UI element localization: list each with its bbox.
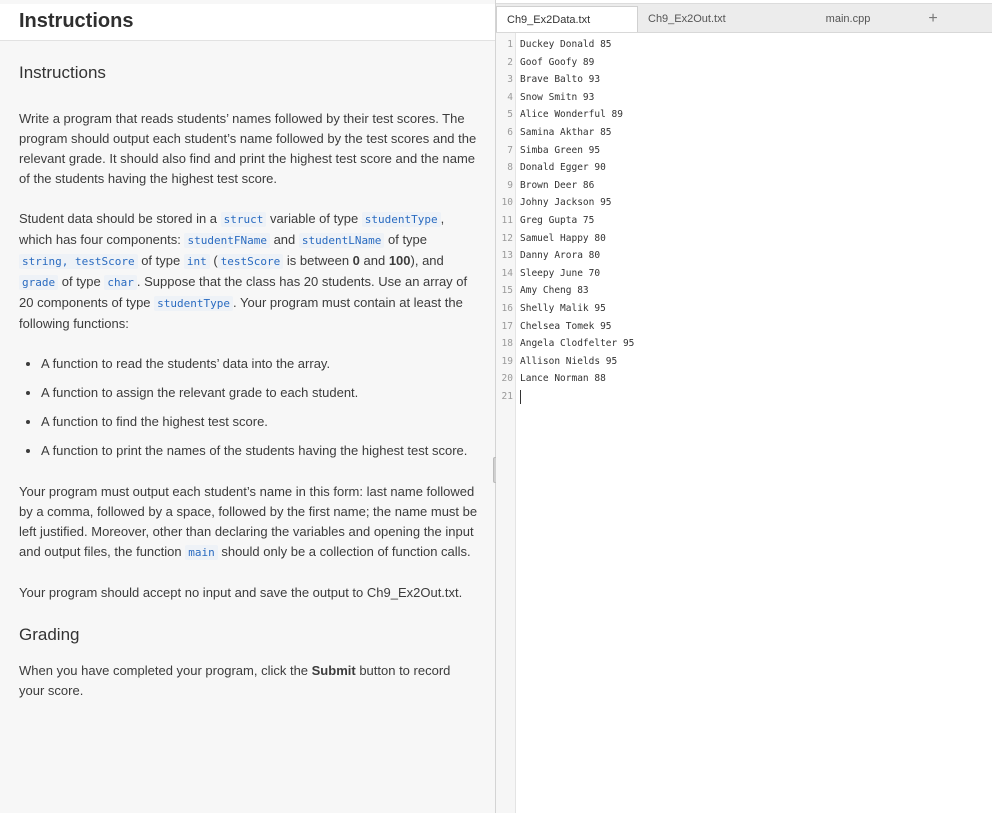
line-text: Lance Norman 88: [520, 373, 606, 385]
line-number: 7: [507, 144, 513, 156]
instructions-panel: [0, 0, 495, 813]
instructions-content: [19, 61, 479, 701]
instructions-header: [0, 4, 495, 41]
code-line[interactable]: [496, 335, 992, 353]
line-text: Samuel Happy 80: [520, 232, 606, 244]
line-number: 12: [501, 232, 513, 244]
grading-paragraph: When you have completed your program, click the Submit button to record your score.: [19, 663, 451, 698]
code-line[interactable]: [496, 388, 992, 406]
code-line[interactable]: [496, 142, 992, 160]
list-item: • A function to assign the relevant grade to each student.: [41, 383, 479, 403]
line-number: 10: [501, 197, 513, 209]
code-char: char: [104, 275, 137, 290]
line-number: 1: [507, 39, 513, 50]
line-number: 8: [507, 162, 513, 174]
line-text: Simba Green 95: [520, 144, 601, 156]
line-text: Allison Nields 95: [520, 355, 618, 367]
line-text: Goof Goofy 89: [520, 56, 595, 68]
line-text: Johny Jackson 95: [520, 197, 612, 209]
line-text: Shelly Malik 95: [520, 303, 606, 314]
list-item: • A function to find the highest test score.: [41, 412, 479, 432]
line-text: Brave Balto 93: [520, 74, 601, 86]
line-text: Sleepy June 70: [520, 267, 601, 279]
code-studentfname: studentFName: [184, 233, 269, 248]
code-studenttype-2: studentType: [154, 296, 233, 311]
file-tabs: [496, 4, 992, 33]
code-testscore: testScore: [218, 254, 284, 269]
code-line[interactable]: [496, 177, 992, 195]
code-main: main: [185, 545, 218, 560]
code-studenttype: studentType: [362, 212, 441, 227]
tab-ch9-ex2out[interactable]: Ch9_Ex2Out.txt: [648, 13, 726, 25]
code-line[interactable]: [496, 247, 992, 265]
code-editor[interactable]: [496, 33, 992, 813]
line-number: 2: [507, 56, 513, 68]
code-line[interactable]: [496, 370, 992, 388]
save-output-paragraph: Your program should accept no input and save the output to Ch9_Ex2Out.txt.: [19, 585, 463, 600]
instructions-heading: Instructions: [19, 63, 106, 82]
line-text: Snow Smitn 93: [520, 91, 595, 103]
line-number: 18: [501, 338, 513, 350]
code-line[interactable]: [496, 194, 992, 212]
line-number: 3: [507, 74, 513, 86]
line-text: Alice Wonderful 89: [520, 109, 623, 121]
text-cursor: [520, 390, 521, 404]
page-title: Instructions: [19, 10, 134, 32]
data-description-paragraph: Student data should be stored in a struct variable of type studentType , which has four components: studentFName and studentLName of type string, testScore of type int ( testScore is between 0 and 100), and grade of type char . Suppose that the class has 20 students. Use an array of 20 components of type studentType . Your program must contain at least the following functions:: [19, 211, 468, 331]
code-line[interactable]: [496, 282, 992, 300]
line-text: Greg Gupta 75: [520, 215, 595, 226]
code-line[interactable]: [496, 300, 992, 318]
intro-paragraph: Write a program that reads students’ names followed by their test scores. The program should output each student’s name followed by the test scores and the relevant grade. It should also find and print the highest test score and the name of the students having the highest test score.: [19, 111, 477, 186]
function-list: [19, 354, 479, 461]
code-line[interactable]: [496, 212, 992, 230]
line-number: 11: [501, 215, 513, 226]
code-line[interactable]: [496, 265, 992, 283]
line-text: Danny Arora 80: [520, 250, 601, 262]
list-item: • A function to print the names of the students having the highest test score.: [41, 441, 479, 461]
line-text: Amy Cheng 83: [520, 285, 589, 297]
line-text: Duckey Donald 85: [520, 39, 612, 50]
line-text: Chelsea Tomek 95: [520, 320, 612, 332]
code-line[interactable]: [496, 36, 992, 54]
line-number: 16: [501, 303, 513, 314]
grading-heading: Grading: [19, 625, 80, 644]
code-line[interactable]: [496, 106, 992, 124]
line-number: 19: [501, 355, 513, 367]
code-grade: grade: [19, 275, 58, 290]
line-number: 14: [501, 267, 513, 279]
line-number: 6: [507, 127, 513, 138]
line-number: 21: [501, 391, 513, 402]
line-number: 15: [501, 285, 513, 297]
code-line[interactable]: [496, 124, 992, 142]
line-text: Angela Clodfelter 95: [520, 338, 635, 350]
line-text: Donald Egger 90: [520, 162, 606, 174]
line-text: Samina Akthar 85: [520, 127, 612, 138]
line-number: 20: [501, 373, 513, 385]
code-line[interactable]: [496, 318, 992, 336]
code-line[interactable]: [496, 230, 992, 248]
code-studentlname: studentLName: [299, 233, 384, 248]
output-format-paragraph: Your program must output each student’s name in this form: last name followed by a comma, followed by a space, followed by the first name; the name must be left justified. Moreover, other than declaring the variables and opening the input and output files, the function main should only be a collection of function calls.: [19, 484, 478, 559]
code-int: int: [184, 254, 210, 269]
line-number: 17: [501, 320, 513, 332]
list-item: • A function to read the students’ data into the array.: [41, 354, 479, 374]
code-string-testscore: string, testScore: [19, 254, 138, 269]
line-number: 13: [501, 250, 513, 262]
code-line[interactable]: [496, 89, 992, 107]
code-line[interactable]: [496, 54, 992, 72]
code-line[interactable]: [496, 159, 992, 177]
code-line[interactable]: [496, 353, 992, 371]
tab-ch9-ex2data[interactable]: Ch9_Ex2Data.txt: [496, 6, 638, 32]
add-file-button[interactable]: +: [928, 10, 938, 27]
line-text: Brown Deer 86: [520, 179, 595, 191]
line-number: 4: [507, 91, 513, 103]
code-line[interactable]: [496, 71, 992, 89]
tab-main-cpp[interactable]: main.cpp: [825, 13, 871, 25]
line-number: 9: [507, 179, 513, 191]
submit-word: Submit: [311, 663, 356, 678]
line-number: 5: [507, 109, 513, 121]
code-struct: struct: [221, 212, 267, 227]
